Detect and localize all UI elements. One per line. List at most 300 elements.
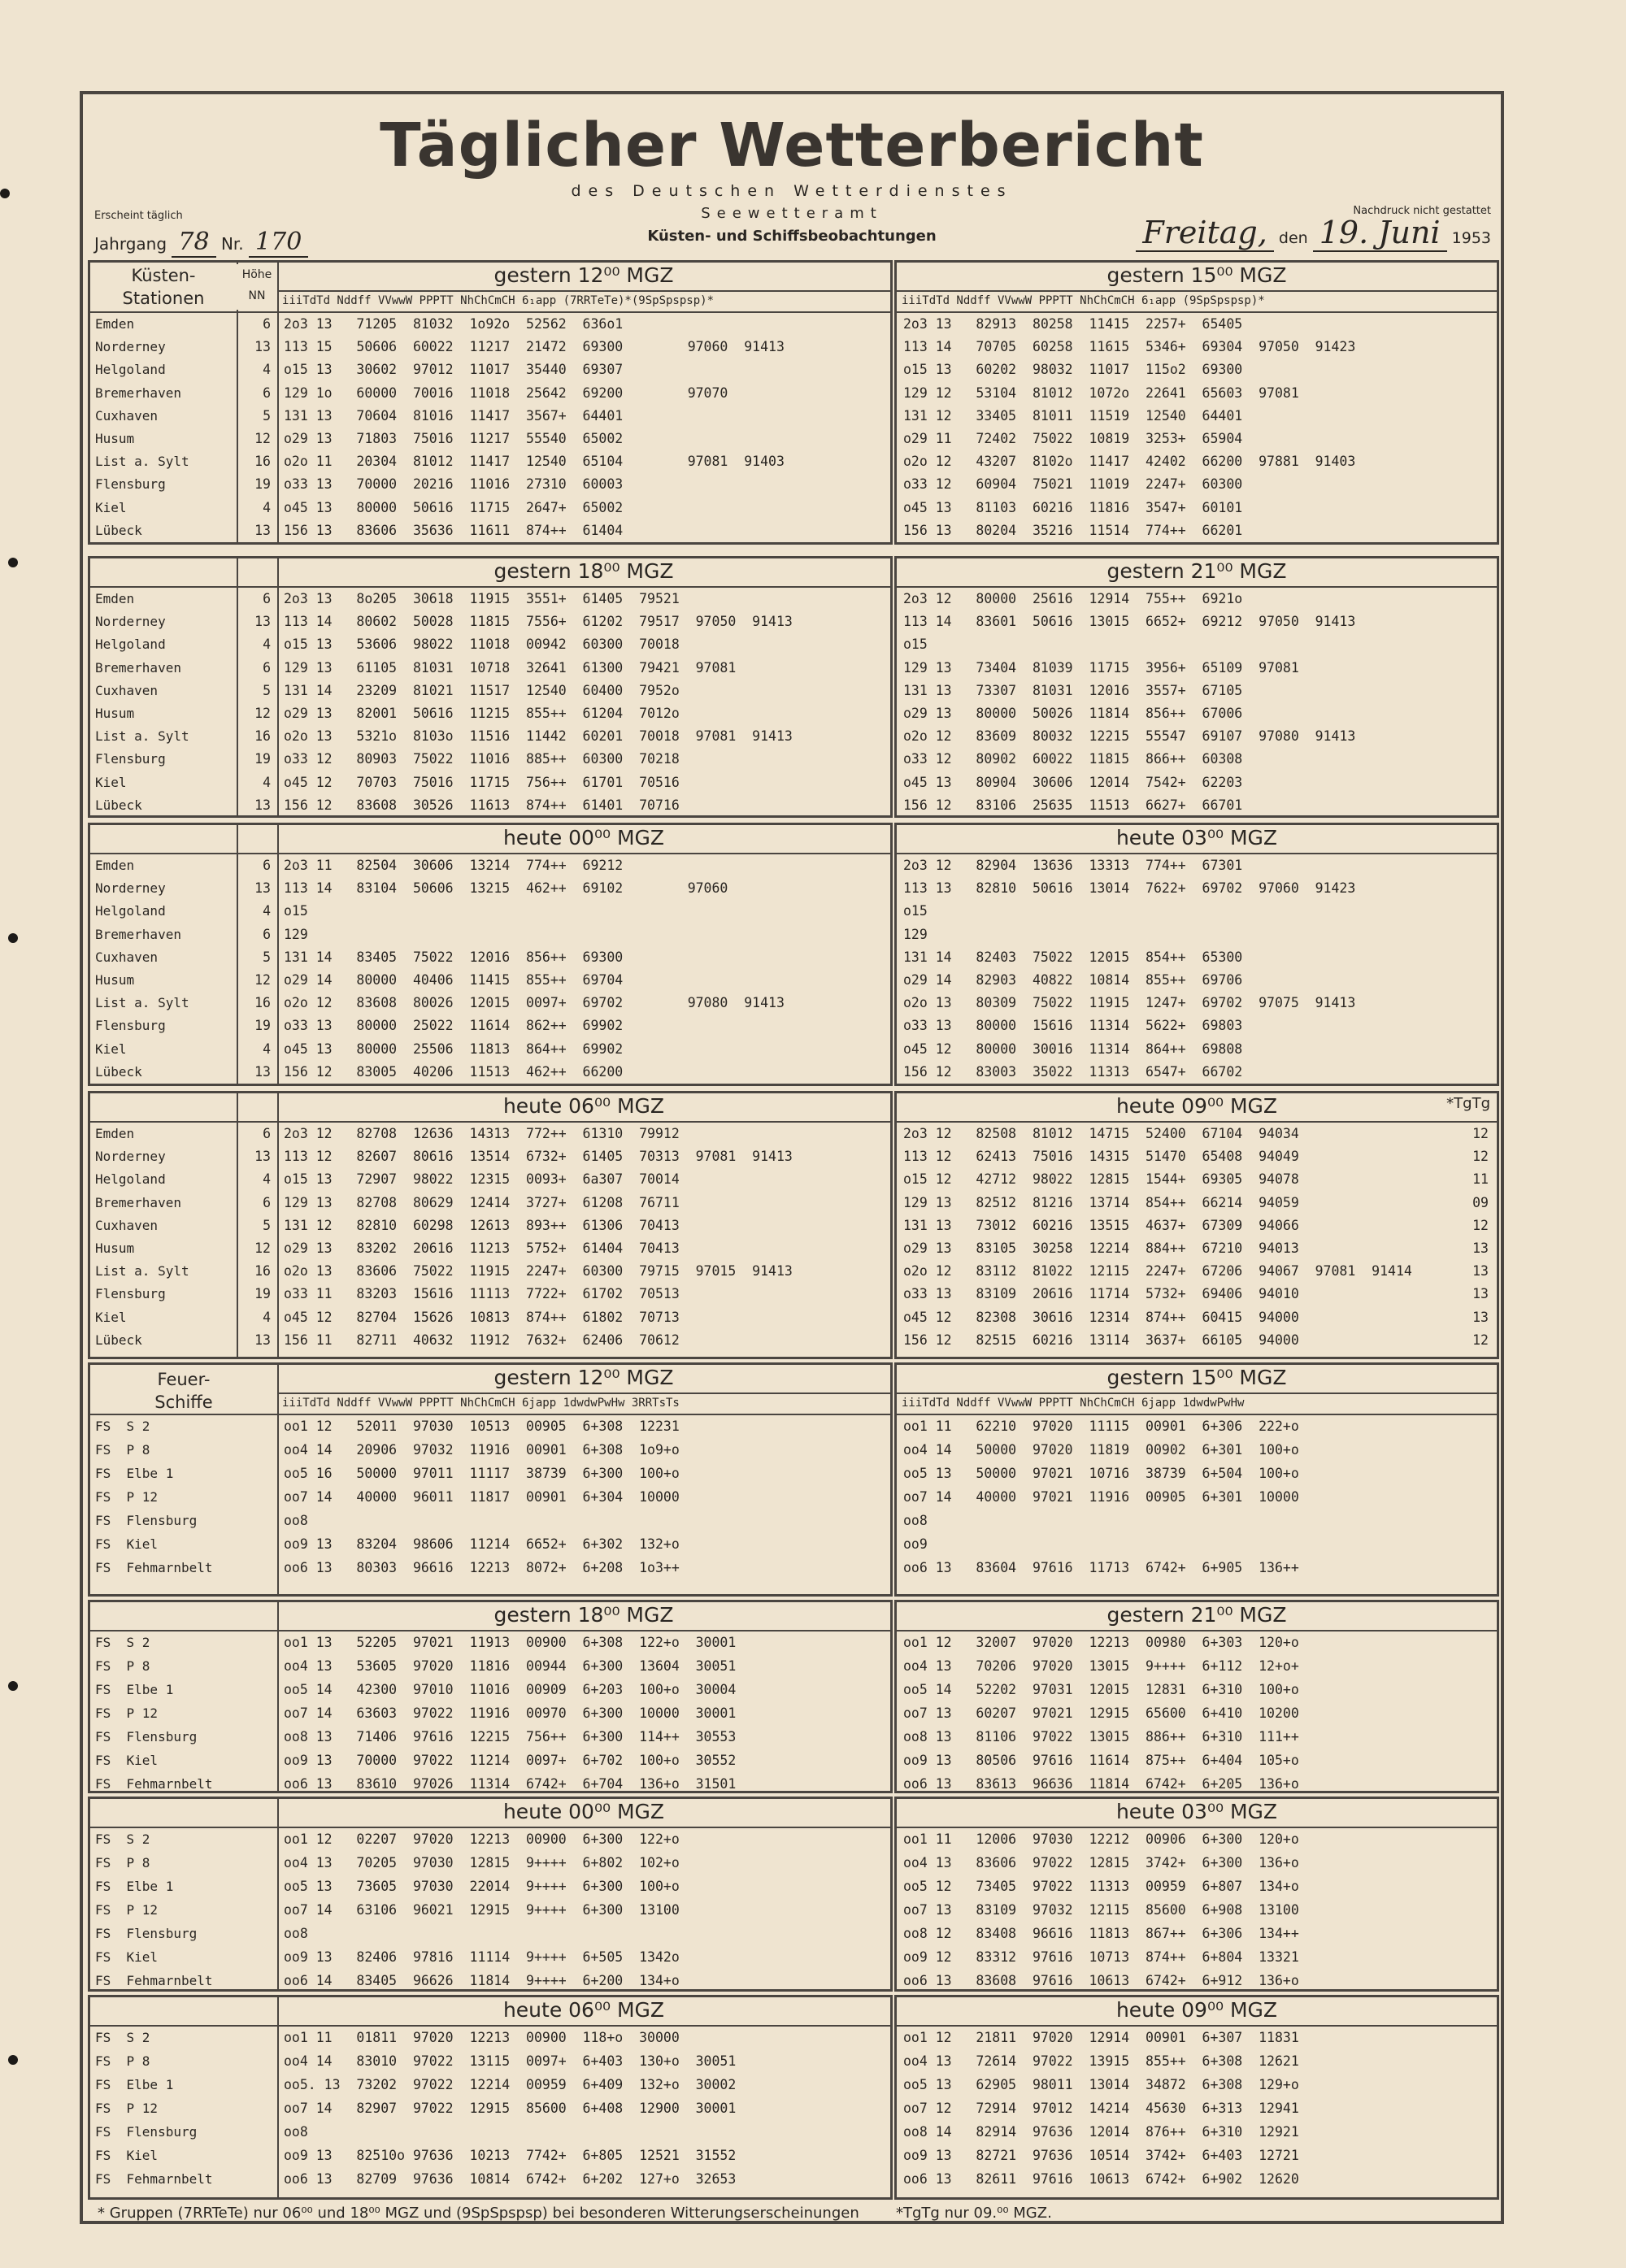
station-name: List a. Sylt [95,1263,189,1280]
volume-value: 78 [172,228,215,258]
ship-panel-right [894,1995,1499,2200]
table-row [90,680,890,702]
table-row [897,1168,1497,1191]
station-name: FS Fehmarnbelt [95,2171,213,2187]
observation-code: 131 14 23209 81021 11517 12540 60400 7952o [284,682,680,698]
table-row [897,588,1497,610]
observation-code: oo7 12 72914 97012 14214 45630 6+313 12941 [903,2101,1299,2116]
table-row [90,1726,890,1749]
tgtg-value: 12 [1472,1149,1489,1165]
station-name: FS Fehmarnbelt [95,1973,213,1988]
station-height: 6 [263,316,271,332]
observation-code: oo4 13 72614 97022 13915 855++ 6+308 12621 [903,2053,1299,2069]
number-value: 170 [249,228,308,258]
observation-code: oo5 14 42300 97010 11016 00909 6+203 100+o 30004 [284,1682,737,1697]
station-height: 4 [263,774,271,790]
tgtg-value: 12 [1472,1332,1489,1348]
table-row [897,748,1497,771]
observation-code: oo9 13 70000 97022 11214 0097+ 6+702 100+o 30552 [284,1753,737,1768]
volume-line [94,228,308,256]
observation-code: oo5 13 62905 98011 13014 34872 6+308 129+o [903,2077,1299,2092]
coast-panel-left [88,556,893,818]
observation-code: 113 12 82607 80616 13514 6732+ 61405 70313 97081 91413 [284,1149,793,1165]
observation-code: oo1 11 62210 97020 11115 00901 6+306 222+o [903,1419,1299,1434]
panel-time-header: heute 06⁰⁰ MGZ [502,1094,665,1118]
date-value: 19. Juni [1313,215,1447,252]
station-name: Helgoland [95,637,166,653]
station-height: 19 [254,751,271,767]
station-name: List a. Sylt [95,995,189,1011]
punch-hole [8,1681,18,1691]
panel-time-header: heute 00⁰⁰ MGZ [502,826,665,849]
station-height: 6 [263,591,271,606]
station-height: 13 [254,797,271,813]
station-name: Lübeck [95,1063,142,1080]
observation-code: 156 13 83606 35636 11611 874++ 61404 [284,522,624,538]
table-row [90,992,890,1015]
observation-code: oo4 14 50000 97020 11819 00902 6+301 100+o [903,1442,1299,1458]
table-row [90,2121,890,2144]
station-height: 5 [263,682,271,698]
observation-code: oo8 12 83408 96616 11813 867++ 6+306 134++ [903,1926,1299,1941]
table-row [90,1192,890,1214]
table-row [897,702,1497,725]
panel-time-header: heute 03⁰⁰ MGZ [1115,826,1278,849]
tgtg-header: *TgTg [1446,1095,1490,1112]
station-height: 6 [263,858,271,873]
panel-time-header: gestern 12⁰⁰ MGZ [493,263,674,287]
observation-code: 131 12 33405 81011 11519 12540 64401 [903,407,1243,424]
station-name: Helgoland [95,1171,166,1188]
station-height: 13 [254,1149,271,1165]
observation-code: oo9 13 80506 97616 11614 875++ 6+404 105+o [903,1753,1299,1768]
observation-code: 156 12 83005 40206 11513 462++ 66200 [284,1063,624,1080]
observation-code: 113 13 82810 50616 13014 7622+ 69702 97060 91423 [903,880,1356,897]
observation-code: o15 13 72907 98022 12315 0093+ 6a307 70014 [284,1171,680,1188]
table-row [90,1749,890,1772]
observation-code: 129 [903,926,928,942]
weekday: Freitag, [1136,215,1274,252]
coast-panel-right [894,823,1499,1086]
observation-code: oo9 13 82721 97636 10514 3742+ 6+403 12721 [903,2148,1299,2163]
ship-panel-left [88,1995,893,2200]
table-row [897,900,1497,923]
observation-code: 129 13 61105 81031 10718 32641 61300 79421 97081 [284,659,737,676]
coast-panel-right [894,1091,1499,1359]
station-name: Husum [95,706,135,721]
observation-code: oo4 13 70205 97030 12815 9++++ 6+802 102+o [284,1855,680,1870]
office: Seewetteramt [701,205,883,222]
observation-code: oo6 13 83613 96636 11814 6742+ 6+205 136+o [903,1776,1299,1792]
station-name: Norderney [95,1149,166,1165]
coast-panel-left [88,260,893,545]
observation-code: o29 11 72402 75022 10819 3253+ 65904 [903,431,1243,446]
station-name: FS P 8 [95,1442,150,1458]
table-row [897,1828,1497,1851]
station-name: Norderney [95,614,166,630]
table-row [90,1439,890,1462]
observation-code: 113 14 80602 50028 11815 7556+ 61202 79517 97050 91413 [284,614,793,630]
table-row [897,358,1497,381]
ship-panel-right [894,1600,1499,1793]
observation-code: 2o3 11 82504 30606 13214 774++ 69212 [284,858,624,873]
station-name: Kiel [95,499,127,515]
table-row [90,2097,890,2120]
ship-panel-right [894,1797,1499,1992]
station-name: FS Elbe 1 [95,2077,174,2092]
station-header: Küsten- Stationen [90,264,237,310]
table-row [90,428,890,450]
station-height: 5 [263,1217,271,1233]
table-row [90,969,890,992]
table-row [90,794,890,817]
footnote-groups: * Gruppen (7RRTeTe) nur 06⁰⁰ und 18⁰⁰ MGZ und (9SpSpspsp) bei besonderen Witterungserscheinungen [98,2205,859,2222]
table-row [90,519,890,542]
observation-code: o15 13 30602 97012 11017 35440 69307 [284,362,624,378]
table-row [897,1214,1497,1237]
observation-code: o45 12 82308 30616 12314 874++ 60415 94000 [903,1309,1299,1325]
observation-code: o29 14 82903 40822 10814 855++ 69706 [903,972,1243,988]
station-height: 5 [263,407,271,424]
panel-time-header: heute 09⁰⁰ MGZ [1115,1094,1278,1118]
observation-code: o45 12 82704 15626 10813 874++ 61802 70713 [284,1309,680,1325]
station-name: FS S 2 [95,1419,150,1434]
observation-code: oo1 13 52205 97021 11913 00900 6+308 122+o 30001 [284,1635,737,1650]
station-name: Helgoland [95,903,166,919]
column-header: iiiTdTd Nddff VVwwW PPPTT NhChCmCH 6japp 1dwdwPwHw 3RRTsTs [90,1393,890,1415]
observation-code: oo6 13 80303 96616 12213 8072+ 6+208 1o3++ [284,1560,680,1575]
observation-code: o33 13 80000 25022 11614 862++ 69902 [284,1018,624,1034]
tgtg-value: 12 [1472,1217,1489,1233]
observation-code: o29 14 80000 40406 11415 855++ 69704 [284,972,624,988]
observation-code: 129 13 73404 81039 11715 3956+ 65109 97081 [903,659,1299,676]
table-row [90,1145,890,1168]
station-name: FS Kiel [95,1753,159,1768]
station-name: Bremerhaven [95,926,181,942]
table-row [90,1899,890,1922]
table-row [90,450,890,473]
table-row [897,1145,1497,1168]
observation-code: 2o3 13 82913 80258 11415 2257+ 65405 [903,316,1243,332]
station-height: 19 [254,1286,271,1302]
station-name: Flensburg [95,1286,166,1302]
table-row [90,633,890,656]
station-name: Cuxhaven [95,682,159,698]
observation-code: oo8 [284,1513,308,1528]
station-name: Flensburg [95,751,166,767]
table-row [897,1038,1497,1061]
station-name: FS Elbe 1 [95,1879,174,1894]
station-name: FS Kiel [95,2148,159,2163]
station-name: FS Flensburg [95,1926,198,1941]
panel-time-header: gestern 12⁰⁰ MGZ [493,1366,674,1389]
table-row [90,1214,890,1237]
station-name: Bremerhaven [95,659,181,676]
observation-code: 129 [284,926,308,942]
observation-code: 156 12 83003 35022 11313 6547+ 66702 [903,1063,1243,1080]
table-row [897,1237,1497,1260]
station-height: 6 [263,926,271,942]
station-name: FS P 8 [95,2053,150,2069]
observation-code: oo5. 13 73202 97022 12214 00959 6+409 132+o 30002 [284,2077,737,2092]
table-row [90,1655,890,1678]
table-row [897,1631,1497,1654]
observation-code: oo8 [903,1513,928,1528]
panel-time-header: gestern 15⁰⁰ MGZ [1106,263,1287,287]
table-row [90,1329,890,1352]
observation-code: o2o 11 20304 81012 11417 12540 65104 97081 91403 [284,454,785,470]
observation-code: oo1 12 52011 97030 10513 00905 6+308 12231 [284,1419,680,1434]
observation-code: oo4 14 83010 97022 13115 0097+ 6+403 130+o 30051 [284,2053,737,2069]
observation-code: oo9 13 82406 97816 11114 9++++ 6+505 1342o [284,1949,680,1965]
ship-panel-left [88,1797,893,1992]
station-name: FS Flensburg [95,1513,198,1528]
table-row [90,1015,890,1037]
station-height: 6 [263,659,271,676]
station-height: 16 [254,1263,271,1280]
station-height: 4 [263,903,271,919]
report-type: Küsten- und Schiffsbeobachtungen [647,228,937,245]
observation-code: oo7 14 63106 96021 12915 9++++ 6+300 13100 [284,1902,680,1918]
observation-code: o33 12 80902 60022 11815 866++ 60308 [903,751,1243,767]
station-name: FS Fehmarnbelt [95,1776,213,1792]
station-name: Bremerhaven [95,385,181,401]
ship-panel-left [88,1362,893,1597]
table-row [90,923,890,946]
tgtg-value: 12 [1472,1126,1489,1141]
observation-code: oo1 12 32007 97020 12213 00980 6+303 120+o [903,1635,1299,1650]
table-row [90,1852,890,1875]
panel-time-header: heute 00⁰⁰ MGZ [502,1800,665,1823]
tgtg-value: 13 [1472,1263,1489,1280]
observation-code: oo7 14 40000 97021 11916 00905 6+301 10000 [903,1489,1299,1505]
table-row [897,1260,1497,1283]
station-name: FS P 12 [95,2101,159,2116]
observation-code: 113 14 83601 50616 13015 6652+ 69212 97050 91413 [903,614,1356,630]
observation-code: oo4 13 83606 97022 12815 3742+ 6+300 136+o [903,1855,1299,1870]
observation-code: o45 12 80000 30016 11314 864++ 69808 [903,1041,1243,1057]
table-row [90,1923,890,1945]
observation-code: 156 12 83608 30526 11613 874++ 61401 70716 [284,797,680,813]
table-row [897,657,1497,680]
station-name: Helgoland [95,362,166,378]
panel-time-header: gestern 21⁰⁰ MGZ [1106,559,1287,583]
observation-code: oo7 13 83109 97032 12115 85600 6+908 13100 [903,1902,1299,1918]
observation-code: oo6 14 83405 96626 11814 9++++ 6+200 134+o [284,1973,680,1988]
observation-code: oo5 13 50000 97021 10716 38739 6+504 100+o [903,1466,1299,1481]
observation-code: 2o3 13 71205 81032 1o92o 52562 636o1 [284,316,624,332]
observation-code: 2o3 12 82708 12636 14313 772++ 61310 79912 [284,1126,680,1141]
observation-code: o45 13 80904 30606 12014 7542+ 62203 [903,774,1243,790]
table-row [90,358,890,381]
station-name: FS S 2 [95,2030,150,2045]
tgtg-value: 13 [1472,1309,1489,1325]
table-row [897,2074,1497,2096]
observation-code: 131 12 82810 60298 12613 893++ 61306 70413 [284,1217,680,1233]
page-title: Täglicher Wetterbericht [380,111,1204,180]
station-name: Flensburg [95,476,166,493]
table-row [897,1306,1497,1329]
station-name: FS P 12 [95,1705,159,1721]
date-line [1136,215,1491,250]
observation-code: o29 13 80000 50026 11814 856++ 67006 [903,706,1243,721]
station-height: 19 [254,476,271,493]
table-row [897,1946,1497,1969]
observation-code: oo1 12 02207 97020 12213 00900 6+300 122+o [284,1831,680,1847]
table-row [90,657,890,680]
observation-code: oo1 12 21811 97020 12914 00901 6+307 11831 [903,2030,1299,2045]
panel-time-header: gestern 18⁰⁰ MGZ [493,1603,674,1627]
table-row [897,1749,1497,1772]
table-row [90,2144,890,2167]
observation-code: o15 [903,637,928,653]
station-name: Emden [95,1126,135,1141]
table-row [897,1439,1497,1462]
observation-code: 2o3 12 82904 13636 13313 774++ 67301 [903,858,1243,873]
station-name: Lübeck [95,797,142,813]
copyright-note: Nachdruck nicht gestattet [1353,205,1491,217]
observation-code: o2o 13 80309 75022 11915 1247+ 69702 97075 91413 [903,995,1356,1011]
observation-code: o2o 12 83609 80032 12215 55547 69107 97080 91413 [903,728,1356,745]
table-row [90,1533,890,1556]
panel-time-header: heute 09⁰⁰ MGZ [1115,1998,1278,2022]
year: 1953 [1451,229,1491,247]
table-row [897,2121,1497,2144]
station-name: FS Fehmarnbelt [95,1560,213,1575]
station-name: Husum [95,1240,135,1256]
table-row [90,854,890,877]
table-row [897,2168,1497,2191]
station-name: FS Kiel [95,1949,159,1965]
observation-code: 156 13 80204 35216 11514 774++ 66201 [903,522,1243,538]
station-height: 4 [263,499,271,515]
station-height: 13 [254,614,271,630]
observation-code: o45 13 80000 50616 11715 2647+ 65002 [284,499,624,515]
table-row [90,405,890,428]
column-header: iiiTdTd Nddff VVwwW PPPTT NhChCmCH 6₁app (9SpSpspsp)* [897,290,1497,313]
table-row [897,1329,1497,1352]
station-name: Cuxhaven [95,949,159,965]
table-row [897,1557,1497,1579]
table-row [897,1655,1497,1678]
table-row [90,877,890,900]
table-row [90,1038,890,1061]
table-row [897,725,1497,748]
table-row [90,2074,890,2096]
column-header: iiiTdTd Nddff VVwwW PPPTT NhChCmCH 6japp 1dwdwPwHw [897,1393,1497,1415]
table-row [90,771,890,794]
observation-code: oo8 14 82914 97636 12014 876++ 6+310 12921 [903,2124,1299,2140]
observation-code: o29 13 71803 75016 11217 55540 65002 [284,431,624,446]
observation-code: oo4 13 53605 97020 11816 00944 6+300 13604 30051 [284,1658,737,1674]
punch-hole [8,933,18,943]
table-row [897,2097,1497,2120]
observation-code: 113 14 70705 60258 11615 5346+ 69304 97050 91423 [903,339,1356,355]
station-height: 4 [263,1041,271,1057]
table-row [90,1557,890,1579]
table-row [897,382,1497,405]
observation-code: oo9 13 83204 98606 11214 6652+ 6+302 132+o [284,1536,680,1552]
station-height: 4 [263,637,271,653]
height-header: Höhe NN [237,264,277,310]
table-row [90,1510,890,1532]
observation-code: 129 13 82708 80629 12414 3727+ 61208 76711 [284,1194,680,1210]
observation-code: oo6 13 83604 97616 11713 6742+ 6+905 136++ [903,1560,1299,1575]
observation-code: 131 13 73012 60216 13515 4637+ 67309 94066 [903,1217,1299,1233]
observation-code: oo8 13 81106 97022 13015 886++ 6+310 111++ [903,1729,1299,1744]
observation-code: 156 11 82711 40632 11912 7632+ 62406 70612 [284,1332,680,1348]
station-height: 4 [263,1309,271,1325]
coast-panel-right [894,556,1499,818]
table-row [897,680,1497,702]
observation-code: 2o3 12 80000 25616 12914 755++ 6921o [903,591,1243,606]
station-name: Flensburg [95,1018,166,1034]
coast-panel-left [88,1091,893,1359]
tgtg-value: 13 [1472,1286,1489,1302]
observation-code: 156 12 83106 25635 11513 6627+ 66701 [903,797,1243,813]
table-row [90,1773,890,1793]
table-row [90,2027,890,2049]
number-label: Nr. [220,234,244,254]
table-row [897,1192,1497,1214]
table-row [90,1260,890,1283]
publication-note: Erscheint täglich [94,210,183,222]
observation-code: o29 13 83105 30258 12214 884++ 67210 94013 [903,1240,1299,1256]
station-height: 13 [254,522,271,538]
observation-code: 129 12 53104 81012 1072o 22641 65603 97081 [903,385,1299,401]
station-name: Cuxhaven [95,1217,159,1233]
observation-code: oo5 16 50000 97011 11117 38739 6+300 100+o [284,1466,680,1481]
table-row [897,854,1497,877]
table-row [897,313,1497,336]
table-row [897,2144,1497,2167]
table-row [90,1462,890,1485]
ship-panel-right [894,1362,1499,1597]
station-name: Husum [95,431,135,446]
station-name: Norderney [95,880,166,897]
table-row [897,1415,1497,1438]
tgtg-value: 11 [1472,1171,1489,1188]
observation-code: o29 13 83202 20616 11213 5752+ 61404 70413 [284,1240,680,1256]
observation-code: oo6 13 83610 97026 11314 6742+ 6+704 136+o 31501 [284,1776,737,1792]
table-row [897,610,1497,633]
observation-code: o33 12 80903 75022 11016 885++ 60300 70218 [284,751,680,767]
punch-hole [8,558,18,567]
table-row [90,1123,890,1145]
observation-code: o2o 12 43207 8102o 11417 42402 66200 97881 91403 [903,454,1356,470]
table-row [90,473,890,496]
station-name: Norderney [95,339,166,355]
table-row [897,1486,1497,1509]
observation-code: 113 12 62413 75016 14315 51470 65408 94049 [903,1149,1299,1165]
panel-time-header: heute 03⁰⁰ MGZ [1115,1800,1278,1823]
table-row [897,1852,1497,1875]
observation-code: o45 12 70703 75016 11715 756++ 61701 70516 [284,774,680,790]
observation-code: o15 [903,903,928,919]
table-row [897,1123,1497,1145]
station-height: 4 [263,1171,271,1188]
observation-code: oo1 11 12006 97030 12212 00906 6+300 120+o [903,1831,1299,1847]
report-sheet [80,91,1504,2224]
table-row [90,1237,890,1260]
table-row [90,497,890,519]
observation-code: o15 [284,903,308,919]
station-height: 6 [263,1126,271,1141]
station-height: 16 [254,454,271,470]
table-row [90,946,890,969]
table-row [897,1015,1497,1037]
table-row [897,450,1497,473]
